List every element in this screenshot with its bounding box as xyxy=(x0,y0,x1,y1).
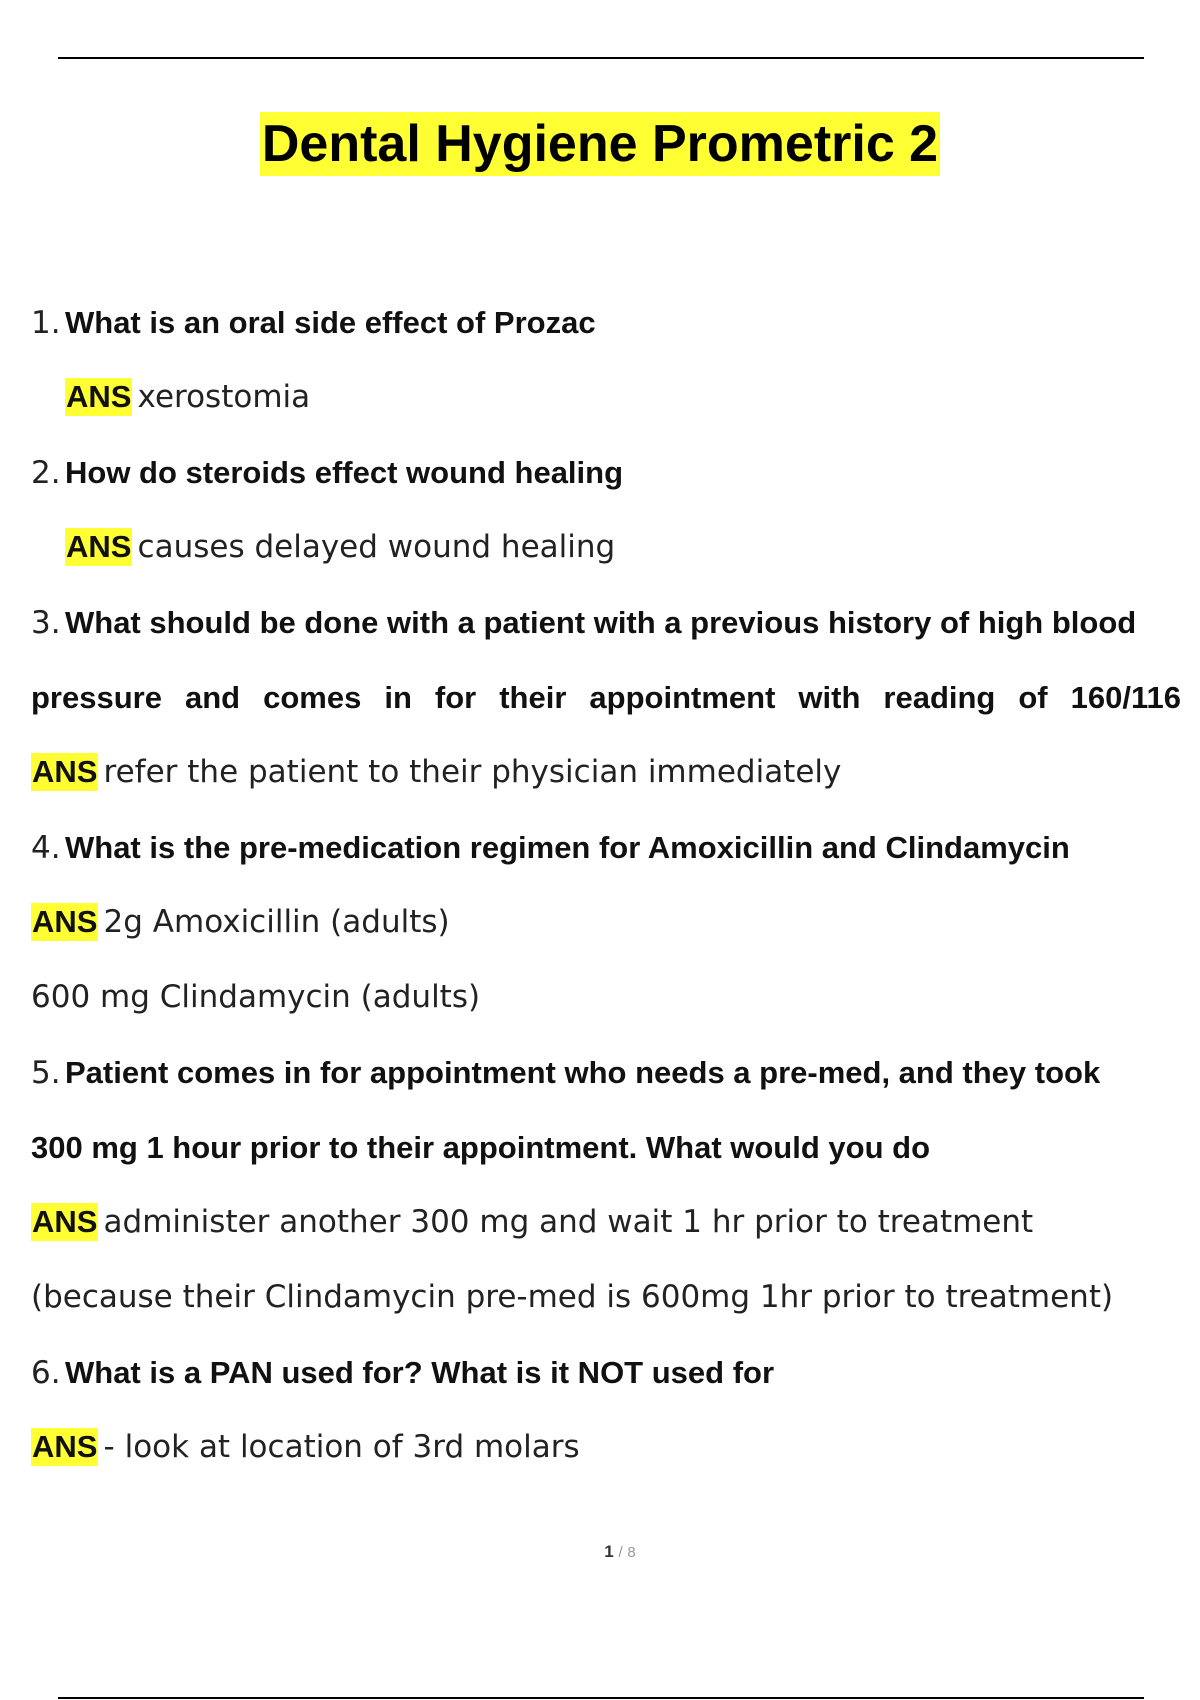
question-text: Patient comes in for appointment who needs a pre-med, and they took xyxy=(65,1055,1101,1090)
title-container xyxy=(0,112,1200,176)
question-text: 300 mg 1 hour prior to their appointment. What would you do xyxy=(31,1130,930,1165)
answer-text: 600 mg Clindamycin (adults) xyxy=(31,979,481,1015)
question-text: What is an oral side effect of Prozac xyxy=(65,305,596,340)
answer-5-continuation xyxy=(31,1260,1181,1335)
page-title: Dental Hygiene Prometric 2 xyxy=(260,112,940,176)
question-3-continuation xyxy=(31,660,1181,735)
question-word: and xyxy=(184,680,241,715)
question-number: 2. xyxy=(31,455,61,491)
question-number: 3. xyxy=(31,605,61,641)
answer-text: xerostomia xyxy=(137,379,311,415)
answer-3 xyxy=(31,735,1181,810)
question-4 xyxy=(31,810,1181,885)
answer-4 xyxy=(31,885,1181,960)
bottom-rule xyxy=(58,1697,1144,1699)
question-3 xyxy=(31,585,1181,660)
question-number: 1. xyxy=(31,305,61,341)
question-text: What is a PAN used for? What is it NOT used for xyxy=(65,1355,775,1390)
question-number: 6. xyxy=(31,1355,61,1391)
total-pages: 8 xyxy=(627,1544,636,1561)
qa-list xyxy=(31,285,1181,1485)
ans-label: ANS xyxy=(32,754,98,789)
answer-text: causes delayed wound healing xyxy=(137,529,616,565)
ans-label: ANS xyxy=(32,904,98,939)
current-page: 1 xyxy=(604,1542,614,1561)
question-5 xyxy=(31,1035,1181,1110)
answer-6 xyxy=(31,1410,1181,1485)
question-text: What is the pre-medication regimen for Amoxicillin and Clindamycin xyxy=(65,830,1070,865)
ans-label: ANS xyxy=(66,379,132,414)
question-5-continuation xyxy=(31,1110,1181,1185)
question-1 xyxy=(31,285,1181,360)
answer-text: (because their Clindamycin pre-med is 600mg 1hr prior to treatment) xyxy=(31,1279,1114,1315)
question-word: with xyxy=(798,680,861,715)
answer-5 xyxy=(31,1185,1181,1260)
answer-text: - look at location of 3rd molars xyxy=(103,1429,580,1465)
answer-2 xyxy=(31,510,1181,585)
answer-text: administer another 300 mg and wait 1 hr prior to treatment xyxy=(103,1204,1034,1240)
answer-4-continuation xyxy=(31,960,1181,1035)
question-word: reading xyxy=(883,680,996,715)
answer-text: refer the patient to their physician immediately xyxy=(103,754,842,790)
question-6 xyxy=(31,1335,1181,1410)
question-word: in xyxy=(384,680,412,715)
question-word: comes xyxy=(263,680,362,715)
top-rule xyxy=(58,57,1144,59)
ans-label: ANS xyxy=(32,1429,98,1464)
question-word: for xyxy=(434,680,477,715)
question-word: of xyxy=(1018,680,1048,715)
question-2 xyxy=(31,435,1181,510)
question-word: 160/116 xyxy=(1070,680,1181,715)
answer-text: 2g Amoxicillin (adults) xyxy=(103,904,450,940)
page-separator: / xyxy=(618,1544,623,1561)
question-word: appointment xyxy=(589,680,776,715)
question-number: 5. xyxy=(31,1055,61,1091)
question-text: What should be done with a patient with a previous history of high blood xyxy=(65,605,1137,640)
question-number: 4. xyxy=(31,830,61,866)
ans-label: ANS xyxy=(66,529,132,564)
page-indicator xyxy=(0,1542,1200,1562)
answer-1 xyxy=(31,360,1181,435)
ans-label: ANS xyxy=(32,1204,98,1239)
question-word: their xyxy=(499,680,567,715)
question-text: How do steroids effect wound healing xyxy=(65,455,624,490)
question-word: pressure xyxy=(31,680,162,715)
